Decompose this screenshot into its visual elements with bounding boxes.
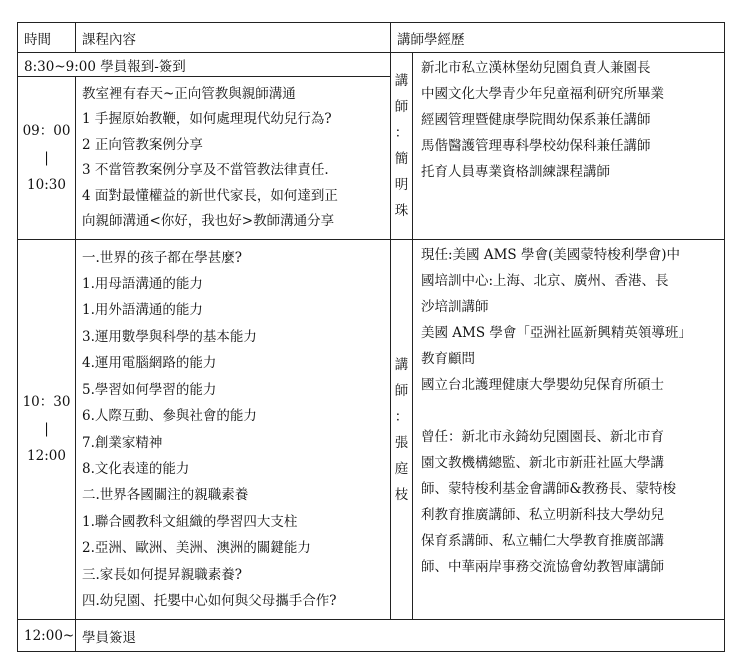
bio-line: 新北市私立漢林堡幼兒園負責人兼園長 bbox=[421, 60, 651, 76]
schedule-sheet bbox=[17, 22, 725, 652]
closing-time: 12:00~ bbox=[18, 620, 76, 652]
content-line: 向親師溝通<你好，我也好>教師溝通分享 bbox=[82, 213, 335, 229]
bio-line: 利教育推廣講師、私立明新科技大學幼兒 bbox=[421, 507, 664, 523]
registration-text: 8:30~9:00 學員報到-簽到 bbox=[18, 53, 391, 77]
speaker2-char: 張 bbox=[394, 434, 409, 451]
bio-line: 馬偕醫護管理專科學校幼保科兼任講師 bbox=[421, 138, 651, 154]
closing-row bbox=[18, 620, 725, 652]
content-line: 3 不當管教案例分享及不當管教法律責任. bbox=[82, 162, 329, 178]
header-time: 時間 bbox=[18, 23, 76, 53]
session2-time bbox=[18, 240, 76, 620]
bio-line: 教育顧問 bbox=[421, 351, 475, 367]
bio-line: 托育人員專業資格訓練課程講師 bbox=[421, 164, 610, 180]
time-end: 10:30 bbox=[27, 176, 66, 193]
content-line: 7.創業家精神 bbox=[82, 434, 163, 451]
time-start: 09：00 bbox=[22, 122, 71, 139]
bio-line: 師、中華兩岸事務交流協會幼教智庫講師 bbox=[421, 559, 664, 575]
bio-line: 國培訓中心:上海、北京、廣州、香港、長 bbox=[421, 273, 669, 289]
bio-line: 現任:美國 AMS 學會(美國蒙特梭利學會)中 bbox=[421, 247, 680, 263]
time-separator: | bbox=[44, 149, 49, 166]
closing-content: 學員簽退 bbox=[76, 620, 725, 652]
content-line: 5.學習如何學習的能力 bbox=[82, 381, 217, 398]
content-line: 2.亞洲、歐洲、美洲、澳洲的關鍵能力 bbox=[82, 540, 311, 557]
schedule-table bbox=[17, 22, 725, 652]
registration-row bbox=[18, 53, 725, 77]
time-end: 12:00 bbox=[27, 448, 66, 464]
bio-line: 園文教機構總監、新北市新莊社區大學講 bbox=[421, 455, 664, 471]
content-line: 2 正向管教案例分享 bbox=[82, 136, 203, 153]
speaker2-char: ： bbox=[394, 408, 409, 425]
content-line: 4 面對最懂權益的新世代家長，如何達到正 bbox=[82, 187, 338, 204]
bio-line: 經國管理暨健康學院間幼保系兼任講師 bbox=[421, 112, 651, 128]
bio-line: 保育系講師、私立輔仁大學教育推廣部講 bbox=[421, 533, 664, 549]
speaker2-name bbox=[391, 240, 413, 620]
bio-line: 美國 AMS 學會「亞洲社區新興精英領導班」 bbox=[421, 325, 692, 341]
header-content: 課程內容 bbox=[76, 23, 391, 53]
speaker1-bio bbox=[413, 53, 725, 240]
content-line: 四.幼兒園、托嬰中心如何與父母攜手合作? bbox=[82, 592, 337, 609]
session1-time bbox=[18, 77, 76, 240]
content-line: 三.家長如何提昇親職素養? bbox=[82, 566, 243, 583]
bio-line: 師、蒙特梭利基金會講師&教務長、蒙特梭 bbox=[421, 481, 677, 497]
bio-line: 曾任：新北市永錡幼兒園園長、新北市育 bbox=[421, 429, 664, 445]
content-line: 6.人際互動、參與社會的能力 bbox=[82, 408, 257, 425]
speaker2-char: 庭 bbox=[394, 460, 409, 477]
header-row bbox=[18, 23, 725, 53]
content-line: 二.世界各國關注的親職素養 bbox=[82, 487, 249, 504]
header-bio: 講師學經歷 bbox=[391, 23, 725, 53]
bio-line: 中國文化大學青少年兒童福利研究所畢業 bbox=[421, 86, 664, 102]
content-line: 3.運用數學與科學的基本能力 bbox=[82, 328, 257, 345]
content-line: 1.用外語溝通的能力 bbox=[82, 302, 203, 319]
content-line: 4.運用電腦網路的能力 bbox=[82, 355, 217, 372]
speaker1-name bbox=[391, 53, 413, 240]
speaker1-char: 明 bbox=[394, 177, 409, 193]
time-separator: | bbox=[44, 421, 49, 437]
speaker1-char: ： bbox=[394, 125, 409, 141]
bio-line: 國立台北護理健康大學嬰幼兒保育所碩士 bbox=[421, 377, 664, 393]
time-start: 10：30 bbox=[22, 394, 71, 410]
speaker2-char: 講 bbox=[394, 356, 409, 373]
bio-spacer bbox=[421, 398, 716, 424]
content-line: 一.世界的孩子都在學甚麼? bbox=[82, 249, 243, 266]
content-line: 8.文化表達的能力 bbox=[82, 460, 190, 477]
content-line: 1 手握原始教鞭，如何處理現代幼兒行為? bbox=[82, 111, 332, 127]
speaker1-char: 簡 bbox=[394, 151, 409, 167]
session2-row bbox=[18, 240, 725, 620]
speaker2-char: 師 bbox=[394, 382, 409, 399]
content-line: 1.用母語溝通的能力 bbox=[82, 276, 203, 293]
session2-content bbox=[76, 240, 391, 620]
bio-line: 沙培訓講師 bbox=[421, 299, 489, 315]
speaker2-char: 枝 bbox=[394, 486, 409, 503]
session1-content bbox=[76, 77, 391, 240]
content-line: 1.聯合國教科文組織的學習四大支柱 bbox=[82, 513, 298, 530]
speaker1-char: 講 bbox=[394, 73, 409, 89]
speaker2-bio bbox=[413, 240, 725, 620]
speaker1-char: 珠 bbox=[394, 203, 409, 219]
speaker1-char: 師 bbox=[394, 99, 409, 115]
content-line: 教室裡有春天~正向管教與親師溝通 bbox=[82, 85, 296, 102]
